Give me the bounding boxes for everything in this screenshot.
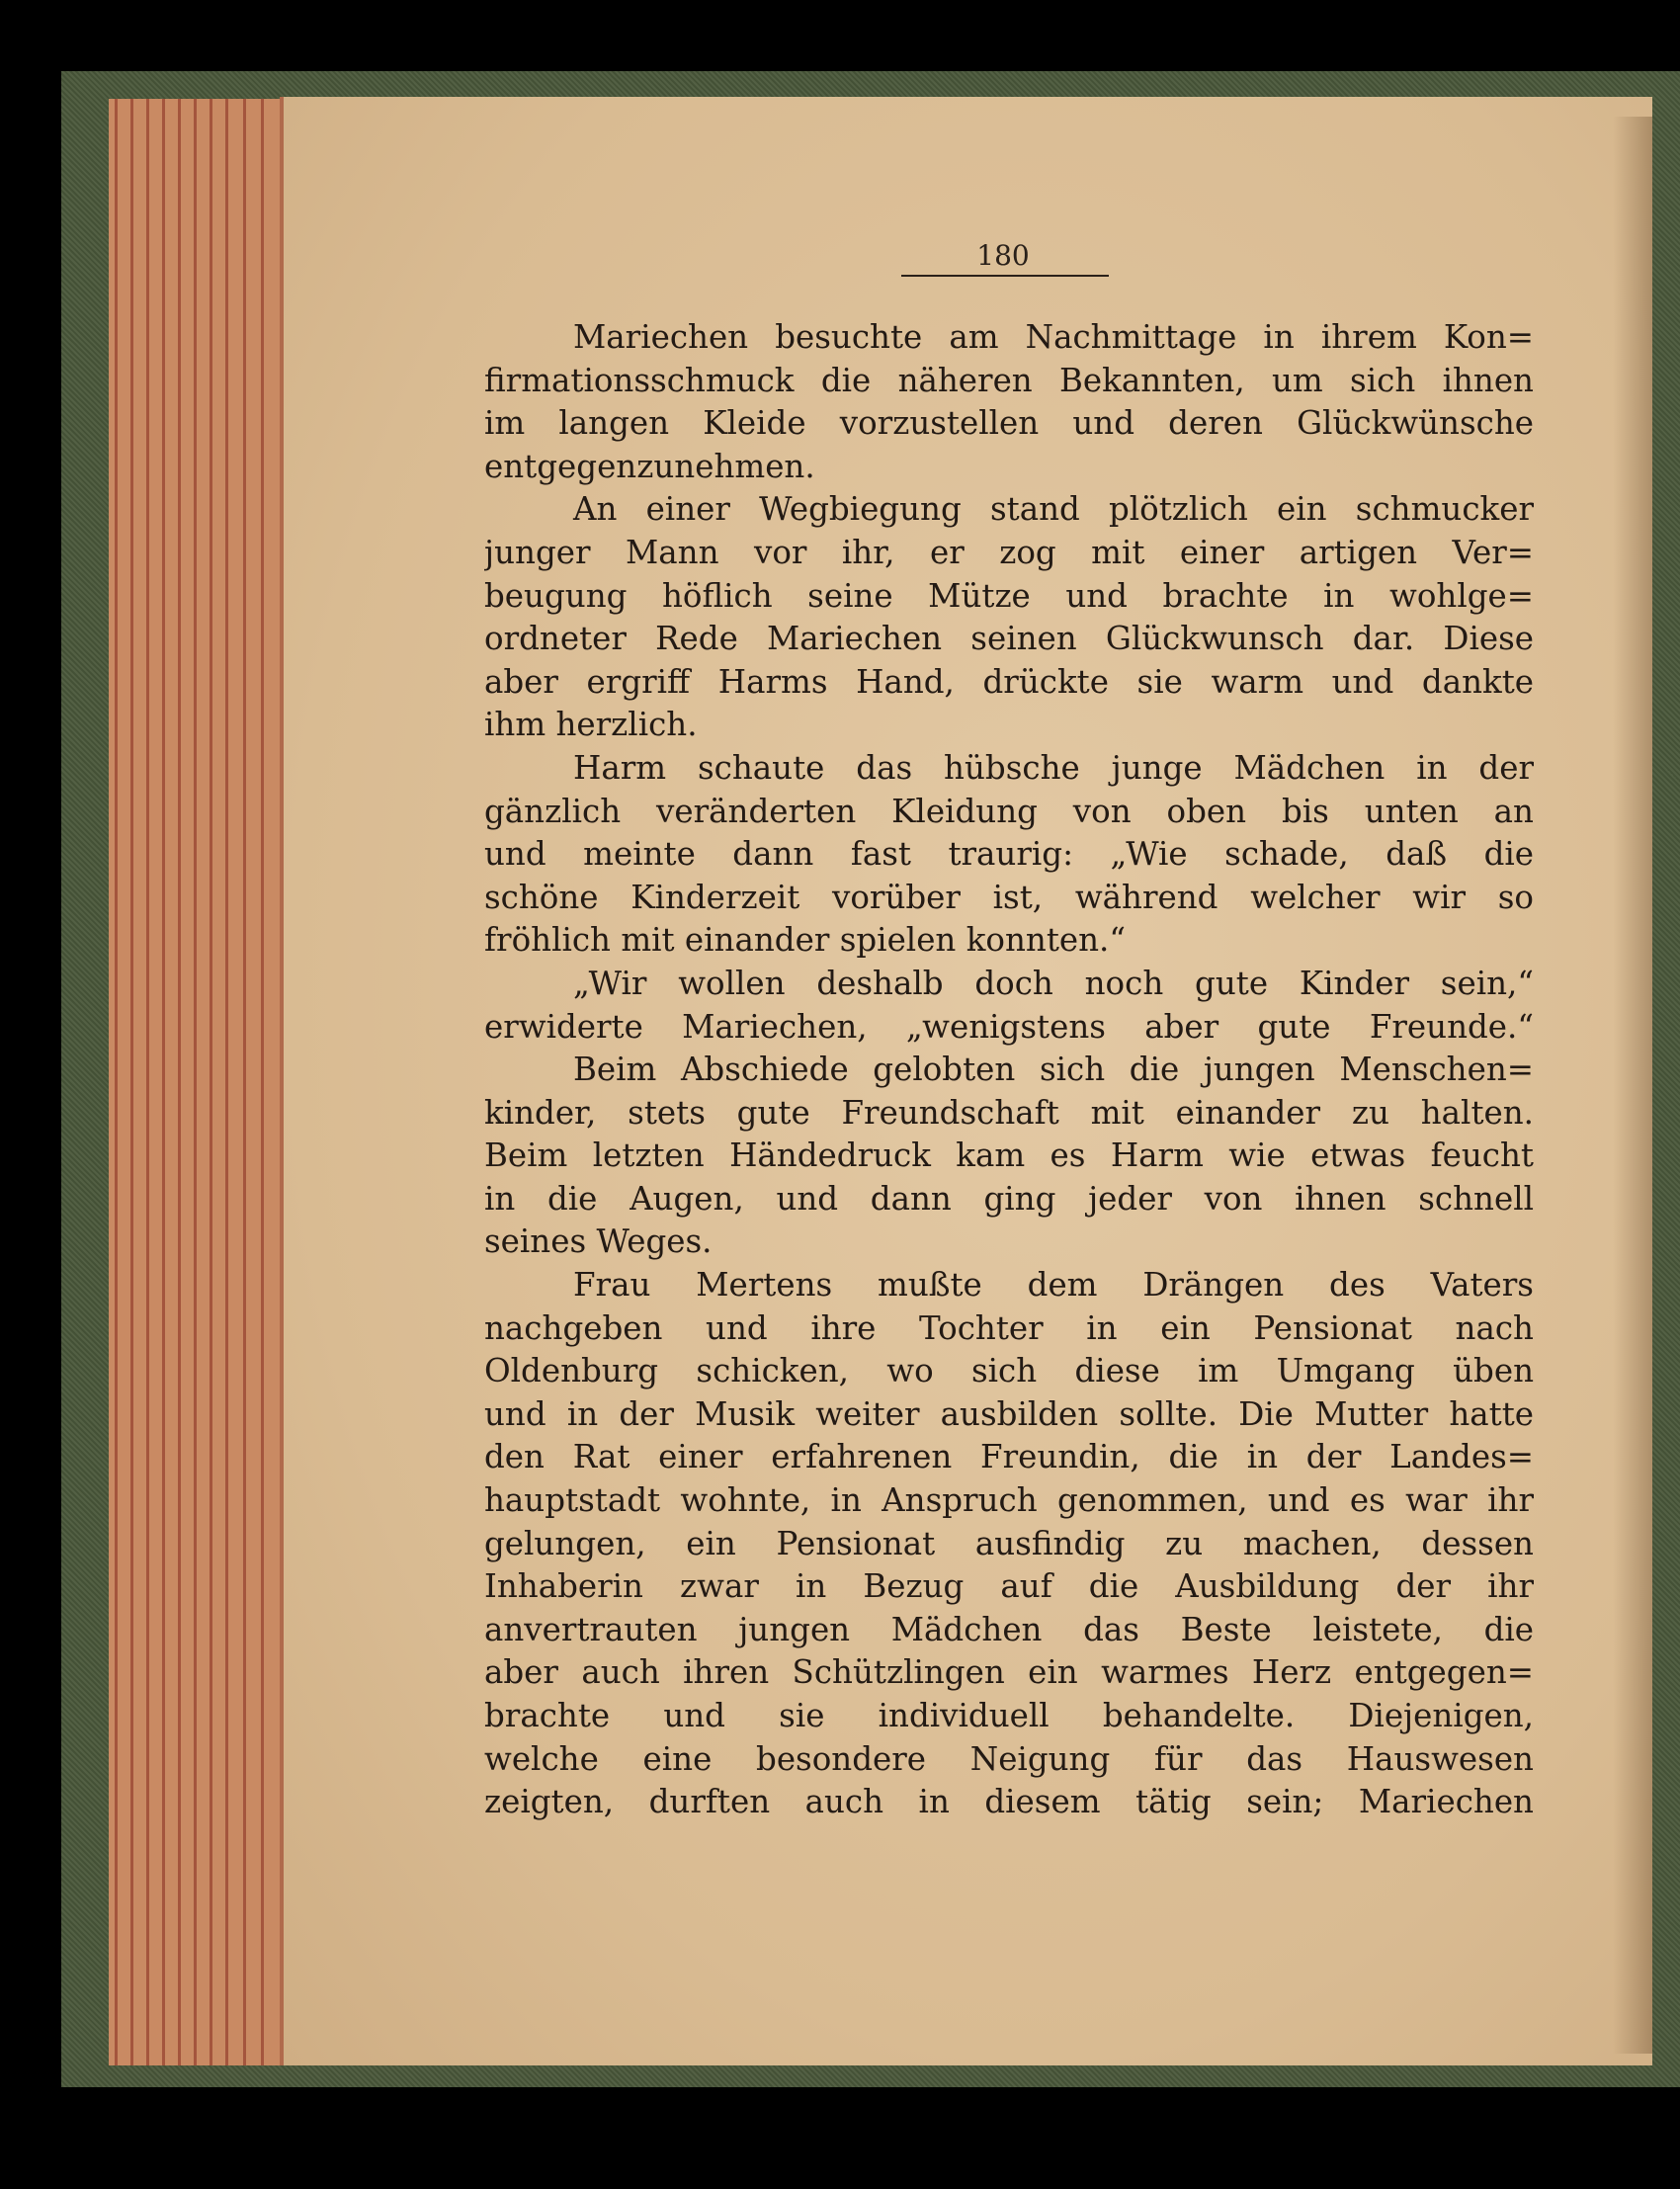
text-line: nachgeben und ihre Tochter in ein Pensionat nach <box>484 1308 1534 1347</box>
text-line: in die Augen, und dann ging jeder von ihnen schnell <box>484 1179 1534 1218</box>
page-edge-line <box>130 99 133 2065</box>
text-line: Beim letzten Händedruck kam es Harm wie etwas feucht <box>484 1137 1534 1175</box>
text-line: An einer Wegbiegung stand plötzlich ein schmucker <box>573 490 1534 529</box>
text-line: Oldenburg schicken, wo sich diese im Umgang üben <box>484 1352 1534 1390</box>
text-line: kinder, stets gute Freundschaft mit einander zu halten. <box>484 1093 1534 1132</box>
text-line: Mariechen besuchte am Nachmittage in ihrem Kon= <box>573 318 1534 356</box>
text-line: seines Weges. <box>484 1222 713 1261</box>
page-edge-line <box>162 99 165 2065</box>
text-line: aber ergriff Harms Hand, drückte sie warm und dankte <box>484 662 1534 701</box>
text-line: und in der Musik weiter ausbilden sollte. Die Mutter hatte <box>484 1394 1534 1433</box>
page-edge-line <box>115 99 118 2065</box>
text-line: junger Mann vor ihr, er zog mit einer artigen Ver= <box>484 533 1534 571</box>
text-line: erwiderte Mariechen, „wenigstens aber gute Freunde.“ <box>484 1007 1534 1046</box>
page-edge-line <box>225 99 228 2065</box>
page-edge-line <box>261 99 264 2065</box>
text-line: und meinte dann fast traurig: „Wie schade, daß die <box>484 835 1534 874</box>
page-number-rule <box>901 275 1109 277</box>
page-gutter-shadow <box>1613 117 1652 2054</box>
text-line: zeigten, durften auch in diesem tätig sein; Mariechen <box>484 1783 1534 1821</box>
text-line: anvertrauten jungen Mädchen das Beste leistete, die <box>484 1610 1534 1648</box>
text-line: hauptstadt wohnte, in Anspruch genommen, und es war ihr <box>484 1481 1534 1520</box>
page-edge-line <box>146 99 149 2065</box>
page-edge-line <box>178 99 181 2065</box>
text-line: Beim Abschiede gelobten sich die jungen Menschen= <box>573 1051 1534 1089</box>
page-number: 180 <box>976 239 1030 272</box>
page-edge-line <box>210 99 212 2065</box>
text-line: schöne Kinderzeit vorüber ist, während welcher wir so <box>484 878 1534 916</box>
text-line: beugung höflich seine Mütze und brachte in wohlge= <box>484 576 1534 615</box>
text-line: Frau Mertens mußte dem Drängen des Vaters <box>573 1266 1534 1305</box>
page-edges <box>109 99 287 2065</box>
page-text <box>484 316 1534 1824</box>
text-line: welche eine besondere Neigung für das Hauswesen <box>484 1739 1534 1778</box>
text-line: im langen Kleide vorzustellen und deren Glückwünsche <box>484 404 1534 443</box>
text-line: gelungen, ein Pensionat ausfindig zu machen, dessen <box>484 1524 1534 1562</box>
text-line: aber auch ihren Schützlingen ein warmes Herz entgegen= <box>484 1653 1534 1692</box>
text-line: fröhlich mit einander spielen konnten.“ <box>484 921 1126 960</box>
text-line: den Rat einer erfahrenen Freundin, die in der Landes= <box>484 1438 1534 1476</box>
page-edge-line <box>243 99 246 2065</box>
page-edge-line <box>194 99 197 2065</box>
text-line: ordneter Rede Mariechen seinen Glückwunsch dar. Diese <box>484 620 1534 658</box>
text-line: brachte und sie individuell behandelte. Diejenigen, <box>484 1697 1534 1734</box>
text-line: Inhaberin zwar in Bezug auf die Ausbildung der ihr <box>484 1567 1534 1606</box>
text-line: Harm schaute das hübsche junge Mädchen in der <box>573 748 1534 787</box>
text-line: entgegenzunehmen. <box>484 447 815 485</box>
text-line: ihm herzlich. <box>484 706 698 744</box>
text-line: gänzlich veränderten Kleidung von oben bis unten an <box>484 792 1534 830</box>
text-line: firmationsschmuck die näheren Bekannten, um sich ihnen <box>484 361 1534 399</box>
text-line: „Wir wollen deshalb doch noch gute Kinder sein,“ <box>573 964 1534 1002</box>
